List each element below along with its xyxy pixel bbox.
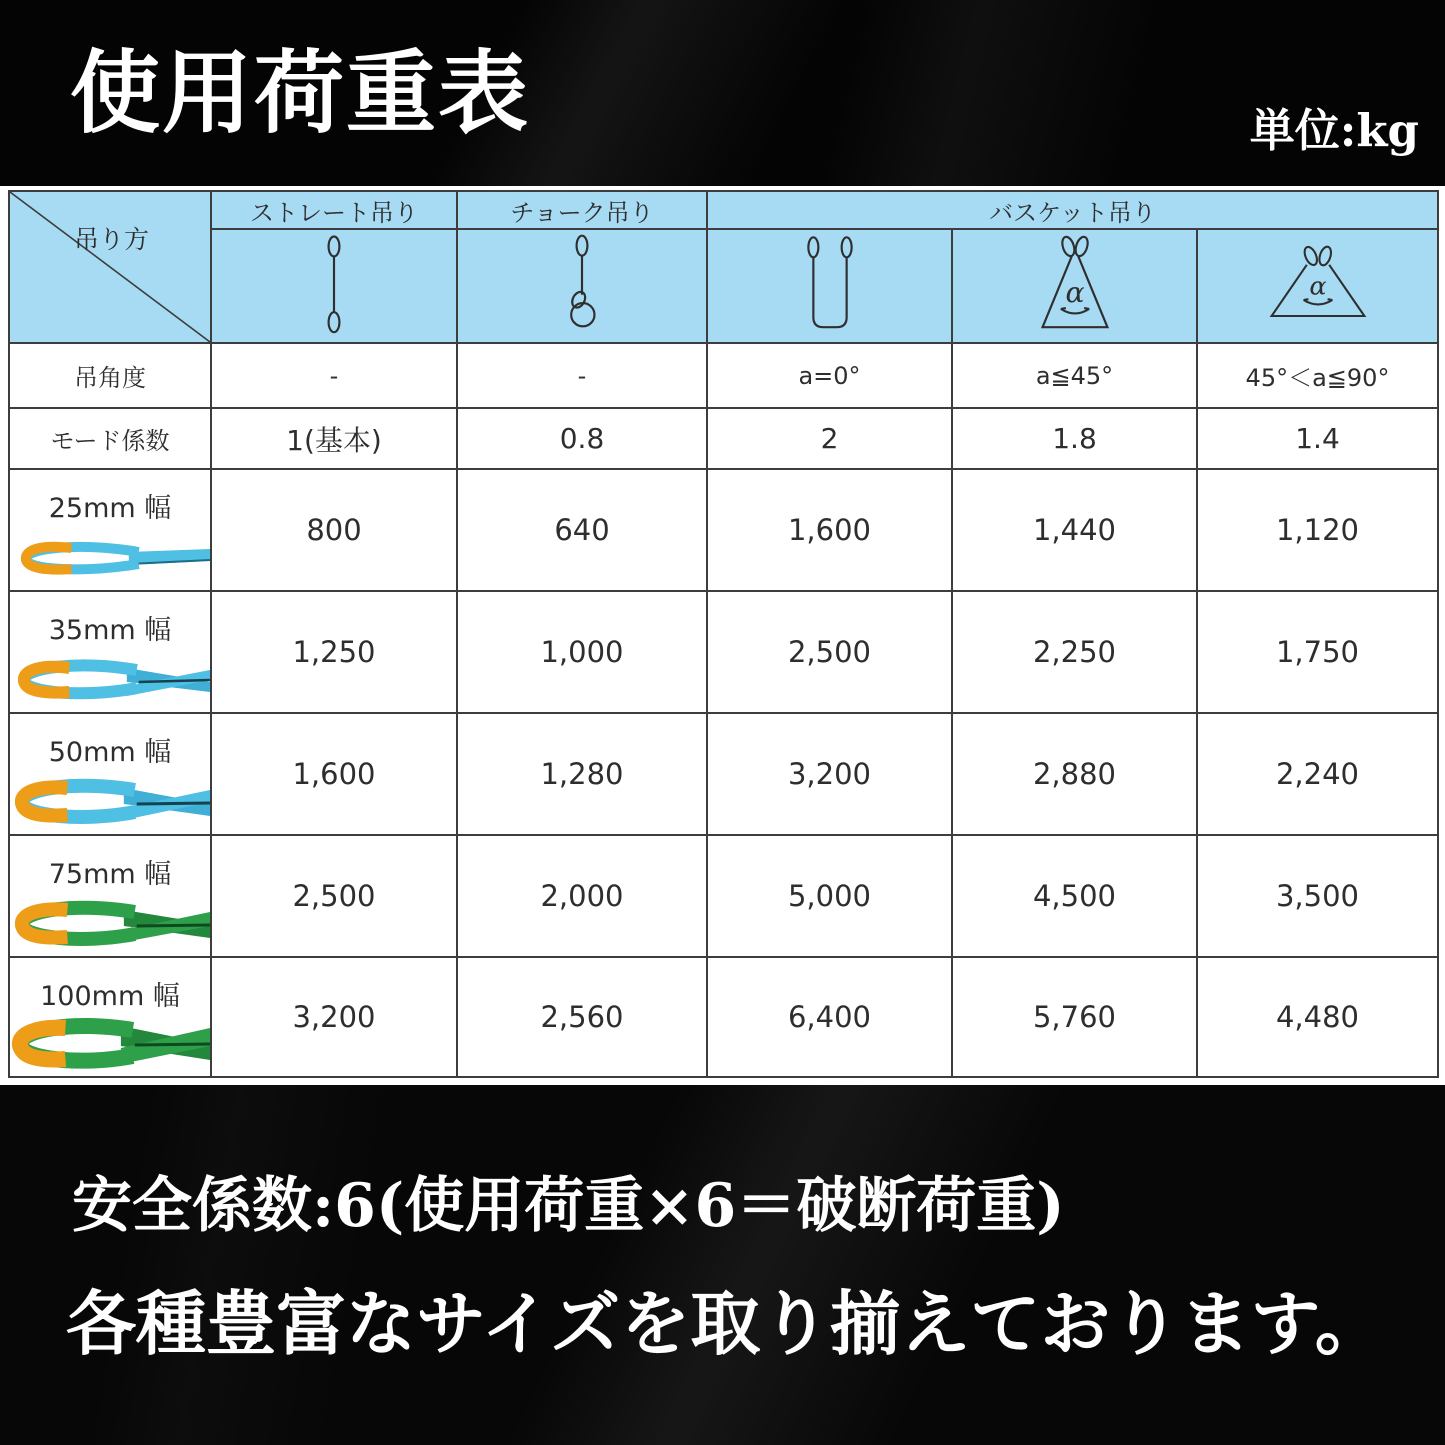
column-header-straight: ストレート吊り [212,192,458,230]
mode-value: 2 [708,409,953,470]
mode-value: 1(基本) [212,409,458,470]
basket-0deg-icon [788,234,872,338]
unit-label: 単位:kg [1249,104,1419,157]
angle-row-label: 吊角度 [10,344,212,409]
load-value: 1,280 [458,714,708,836]
method-icon-cell [458,230,708,344]
load-value: 1,250 [212,592,458,714]
method-icon-cell [1198,230,1437,344]
load-value: 3,200 [212,958,458,1076]
svg-text:α: α [1308,271,1327,302]
load-value: 2,240 [1198,714,1437,836]
angle-value: - [458,344,708,409]
basket-45deg-icon [1029,234,1121,338]
width-row-header [10,958,212,1076]
load-value: 4,500 [953,836,1198,958]
load-value: 3,500 [1198,836,1437,958]
angle-value: 45°＜a≦90° [1198,344,1437,409]
width-row-header [10,470,212,592]
load-value: 1,750 [1198,592,1437,714]
mode-value: 1.4 [1198,409,1437,470]
load-value: 5,000 [708,836,953,958]
load-value: 640 [458,470,708,592]
sling-photo-35mm [10,648,210,708]
load-value: 2,880 [953,714,1198,836]
sling-photo-75mm [10,892,210,952]
mode-row-label: モード係数 [10,409,212,470]
corner-label: 吊り方 [74,225,150,254]
width-label: 25mm 幅 [48,493,172,524]
method-icon-cell [212,230,458,344]
load-value: 1,600 [212,714,458,836]
load-value: 2,500 [212,836,458,958]
bottom-banner [0,1085,1445,1445]
svg-text:α: α [1064,276,1085,310]
width-row-header [10,714,212,836]
load-value: 1,120 [1198,470,1437,592]
width-row-header [10,836,212,958]
diagonal-divider [10,192,210,342]
width-label: 100mm 幅 [40,981,180,1012]
choke-sling-icon [556,234,608,338]
sling-photo-50mm [10,770,210,830]
sling-photo-25mm [10,526,210,586]
load-capacity-table [8,190,1439,1078]
load-value: 6,400 [708,958,953,1076]
load-value: 5,760 [953,958,1198,1076]
load-value: 2,560 [458,958,708,1076]
load-value: 800 [212,470,458,592]
width-row-header [10,592,212,714]
angle-value: a=0° [708,344,953,409]
load-value: 2,250 [953,592,1198,714]
corner-header-cell [10,192,212,344]
basket-90deg-icon [1262,242,1374,330]
method-icon-cell [708,230,953,344]
column-header-choke: チョーク吊り [458,192,708,230]
load-value: 1,440 [953,470,1198,592]
load-value: 2,500 [708,592,953,714]
method-icon-cell [953,230,1198,344]
load-table-area [0,186,1445,1085]
angle-value: a≦45° [953,344,1198,409]
load-value: 1,600 [708,470,953,592]
angle-value: - [212,344,458,409]
top-banner [0,0,1445,186]
load-value: 3,200 [708,714,953,836]
width-label: 50mm 幅 [48,737,172,768]
sling-photo-100mm [10,1012,210,1072]
width-label: 35mm 幅 [48,615,172,646]
page-title: 使用荷重表 [70,40,530,146]
column-header-basket: バスケット吊り [708,192,1437,230]
load-value: 4,480 [1198,958,1437,1076]
straight-sling-icon [308,234,360,338]
safety-factor-text: 安全係数:6(使用荷重×6＝破断荷重) [72,1171,1065,1241]
mode-value: 0.8 [458,409,708,470]
load-value: 1,000 [458,592,708,714]
width-label: 75mm 幅 [48,859,172,890]
load-value: 2,000 [458,836,708,958]
mode-value: 1.8 [953,409,1198,470]
size-variety-text: 各種豊富なサイズを取り揃えております。 [66,1282,1385,1365]
